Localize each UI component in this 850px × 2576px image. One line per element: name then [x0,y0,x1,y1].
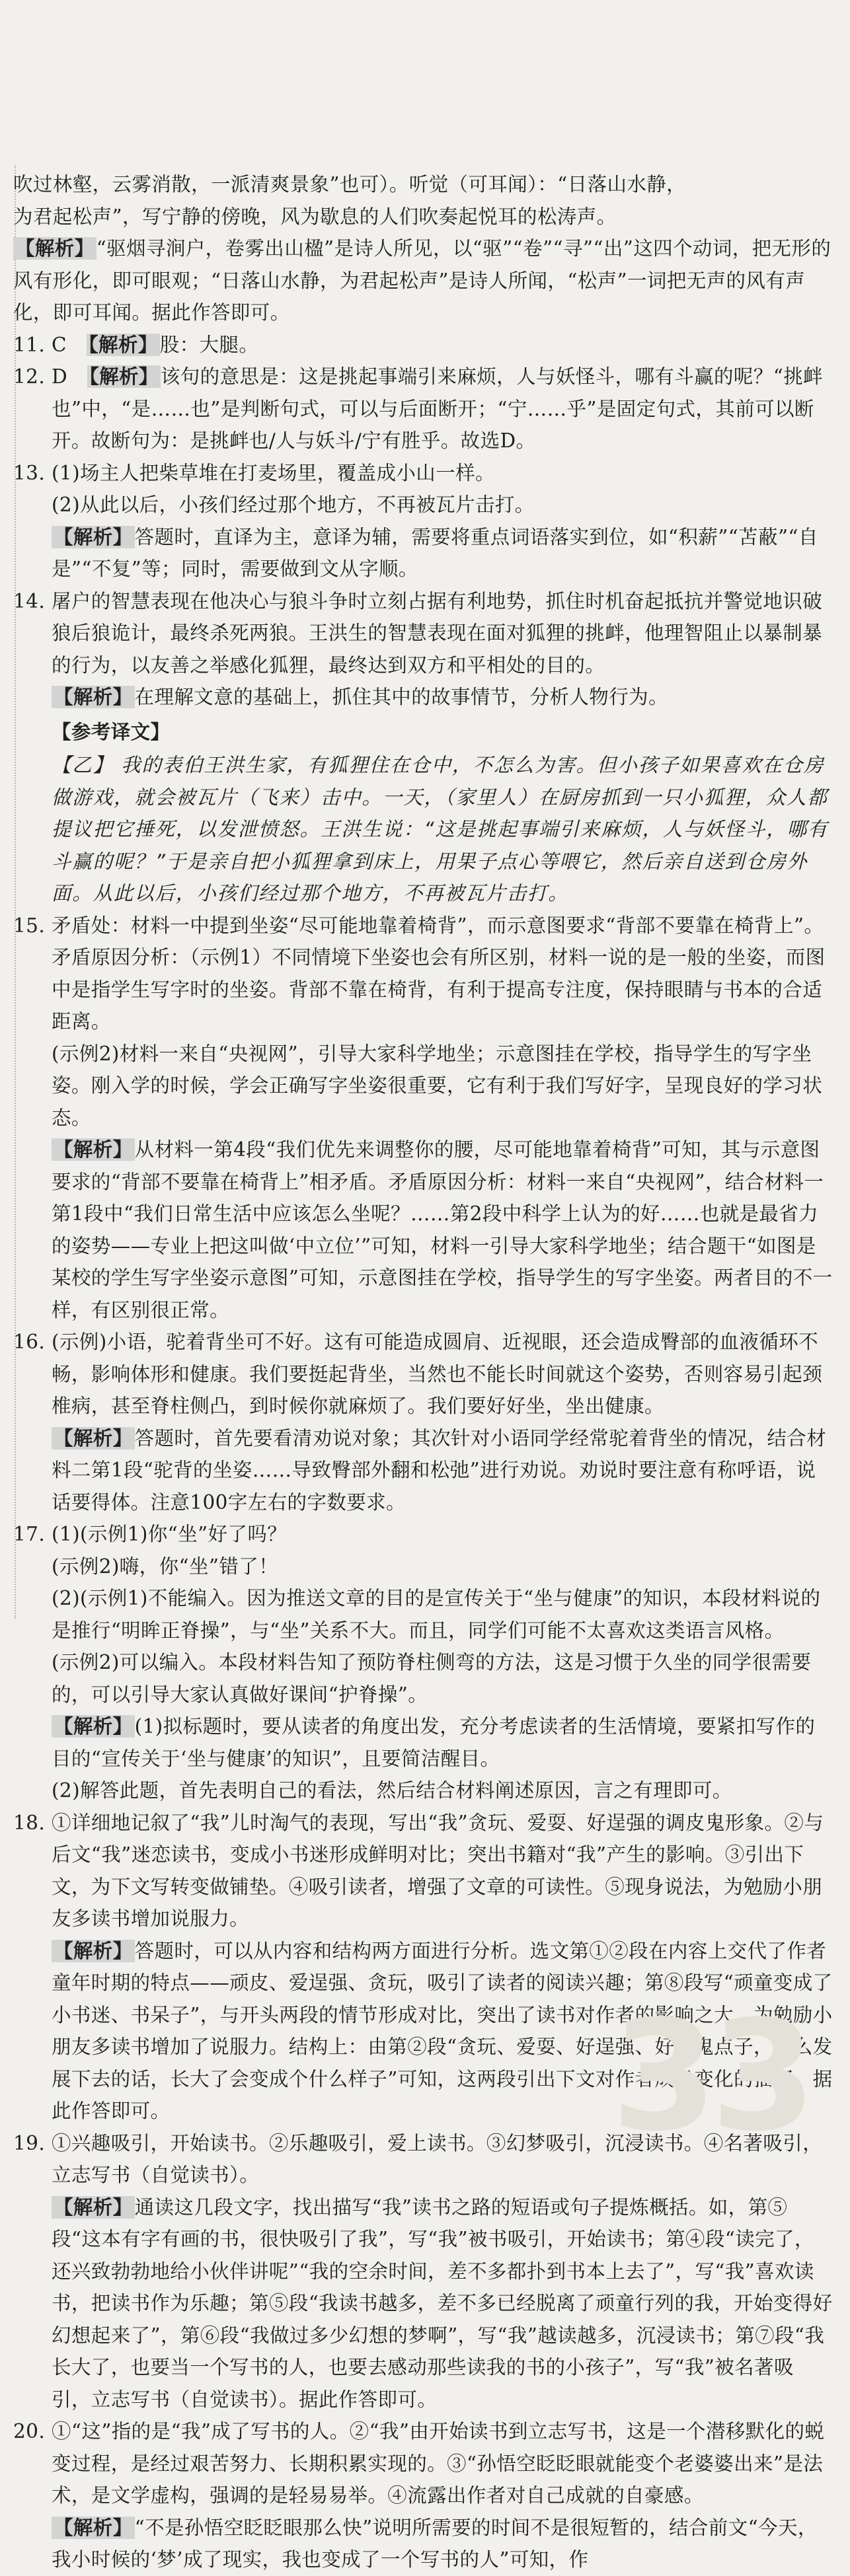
reference-translation: 【乙】 我的表伯王洪生家，有狐狸住在仓中，不怎么为害。但小孩子如果喜欢在仓房做游戏，就会被瓦片（飞来）击中。一天，（家里人）在厨房抓到一只小狐狸，众人都提议把它捶死，以发泄愤怒。王洪生说：“这是挑起事端引来麻烦，人与妖怪斗，哪有斗赢的呢？”于是亲自把小狐狸拿到床上，用果子点心等喂它，然后亲自送到仓房外面。从此以后，小孩们经过那个地方，不再被瓦片击打。 [52,754,829,904]
question-number: 17. [13,1523,46,1545]
question-14 [13,585,833,714]
question-11: 11. C 【解析】 股：大腿。 [13,329,833,361]
question-16 [13,1326,833,1518]
answer-text: ①详细地记叙了“我”儿时淘气的表现，写出“我”贪玩、爱耍、好逞强的调皮鬼形象。②与后文“我”迷恋读书，变成小书迷形成鲜明对比；突出书籍对“我”产生的影响。③引出下文，为下文写转变做铺垫。④吸引读者，增强了文章的可读性。⑤现身说法，为勉励小朋友多读书增加说服力。 [52,1811,824,1930]
answer-line: (1)场主人把柴草堆在打麦场里，覆盖成小山一样。 [52,461,495,484]
analysis: 【解析】 在理解文意的基础上，抓住其中的故事情节，分析人物行为。 [52,681,833,714]
answer-line: (1)(示例1)你“坐”好了吗？ [52,1523,288,1545]
analysis-tag: 【解析】 [87,365,161,388]
analysis: 【解析】 “不是孙悟空眨眨眼那么快”说明所需要的时间不是很短暂的，结合前文“今天，我小时候的‘梦’成了现实，我也变成了一个写书的人”可知，作 [52,2516,818,2571]
analysis: 【解析】 从材料一第4段“我们优先来调整你的腰，尽可能地靠着椅背”可知，其与示意图要求的“背部不要靠在椅背上”相矛盾。矛盾原因分析：材料一来自“央视网”，结合材料一第1段中“我们日常生活中应该怎么坐呢？……第2段中科学上认为的好……也就是最省力的姿势——专业上把这叫做‘中立位’”可知，材料一引导大家科学地坐；结合题干“如图是某校的学生写字坐姿示意图”可知，示意图挂在学校，指导学生的写字坐姿。两者目的不一样，有区别很正常。 [52,1138,833,1321]
question-number: 16. [13,1331,46,1353]
answer-text: (示例)小语，驼着背坐可不好。这有可能造成圆肩、近视眼，还会造成臀部的血液循环不畅，影响体形和健康。我们要挺起背坐，当然也不能长时间就这个姿势，否则容易引起颈椎病，甚至脊柱侧凸，到时候你就麻烦了。我们要好好坐，坐出健康。 [52,1331,823,1417]
analysis-tag: 【解析】 [52,1715,135,1738]
question-20 [13,2415,833,2576]
question-number: 18. [13,1811,46,1834]
page-number-watermark: 33 [611,1989,810,2165]
question-number: 12. [13,365,46,388]
question-13 [13,457,833,585]
intro-analysis: 【解析】 “驱烟寻涧户，卷雾出山楹”是诗人所见，以“驱”“卷”“寻”“出”这四个动词，把无形的风有形化，即可眼观；“日落山水静，为君起松声”是诗人所闻，“松声”一词把无声的风有声化，即可耳闻。据此作答即可。 [13,237,831,324]
analysis: 【解析】 (1)拟标题时，要从读者的角度出发，充分考虑读者的生活情境，要紧扣写作的目的“宣传关于‘坐与健康’的知识”，且要简洁醒目。 [52,1715,816,1770]
question-15 [13,910,833,1327]
answer-content [13,168,833,2576]
answer-text: ①兴趣吸引，开始读书。②乐趣吸引，爱上读书。③幻梦吸引，沉浸读书。④名著吸引，立志写书（自觉读书）。 [52,2131,823,2186]
question-12: 12. D 【解析】 该句的意思是：这是挑起事端引来麻烦，人与妖怪斗，哪有斗赢的呢？“挑衅也”中，“是……也”是判断句式，可以与后面断开；“宁……乎”是固定句式，其前可以断开。故断句为：是挑衅也/人与妖斗/宁有胜乎。故选D。 [13,361,833,457]
answer-text: (2)(示例1)不能编入。因为推送文章的目的是宣传关于“坐与健康”的知识，本段材料说的是推行“明眸正脊操”，与“坐”关系不大。而且，同学们可能不太喜欢这类语言风格。 [52,1587,821,1642]
analysis: 【解析】 答题时，可以从内容和结构两方面进行分析。选文第①②段在内容上交代了作者童年时期的特点——顽皮、爱逞强、贪玩，吸引了读者的阅读兴趣；第⑧段写“顽童变成了小书迷、书呆子”，与开头两段的情节形成对比，突出了读书对作者的影响之大，为勉励小朋友多读书增加了说服力。结构上：由第②段“贪玩、爱耍、好逞强、好出鬼点子，这么发展下去的话，长大了会变成个什么样子”可知，这两段引出下文对作者成长变化的描写。据此作答即可。 [52,1939,833,2122]
analysis-tag: 【解析】 [52,1138,135,1161]
analysis: 【解析】 答题时，直译为主，意译为辅，需要将重点词语落实到位，如“积薪”“苫蔽”“自是”“不复”等；同时，需要做到文从字顺。 [52,525,818,580]
analysis-text: (2)解答此题，首先表明自己的看法，然后结合材料阐述原因，言之有理即可。 [52,1779,732,1802]
question-number: 13. [13,461,46,484]
answer-text: 矛盾原因分析：（示例1）不同情境下坐姿也会有所区别，材料一说的是一般的坐姿，而图中是指学生写字时的坐姿。背部不靠在椅背，有利于提高专注度，保持眼睛与书本的合适距离。 [52,946,826,1033]
analysis-tag: 【解析】 [52,526,135,548]
question-17 [13,1518,833,1807]
analysis-tag: 【解析】 [52,2517,135,2539]
analysis-tag: 【解析】 [52,2196,135,2219]
analysis-tag: 【解析】 [52,1427,135,1450]
question-18 [13,1807,833,2127]
analysis: 【解析】 通读这几段文字，找出描写“我”读书之路的短语或句子提炼概括。如，第⑤段“这本有字有画的书，很快吸引了我”，写“我”被书吸引，开始读书；第④段“读完了，还兴致勃勃地给小伙伴讲呢”“我的空余时间，差不多都扑到书本上去了”，写“我”喜欢读书，把读书作为乐趣；第⑤段“我读书越多，差不多已经脱离了顽童行列的我，开始变得好幻想起来了”，第⑥段“我做过多少幻想的梦啊”，写“我”越读越多，沉浸读书；第⑦段“我长大了，也要当一个写书的人，也要去感动那些读我的书的小孩子”，写“我”被名著吸引，立志写书（自觉读书）。据此作答即可。 [52,2195,833,2411]
answer-text: 矛盾处：材料一中提到坐姿“尽可能地靠着椅背”，而示意图要求“背部不要靠在椅背上”。 [52,914,824,937]
intro-line: 吹过林壑，云雾消散，一派清爽景象”也可）。听觉（可耳闻）：“日落山水静， [13,173,687,196]
analysis-tag: 【解析】 [13,237,97,260]
question-number: 19. [13,2131,46,2154]
analysis: 【解析】 答题时，首先要看清劝说对象；其次针对小语同学经常驼着背坐的情况，结合材料二第1段“驼背的坐姿……导致臀部外翻和松弛”进行劝说。劝说时要注意有称呼语，说话要得体。注意100字左右的字数要求。 [52,1426,827,1514]
answer-letter: D [52,365,68,388]
analysis-tag: 【解析】 [87,334,160,356]
question-number: 14. [13,589,46,612]
answer-text: (示例2)可以编入。本段材料告知了预防脊柱侧弯的方法，这是习惯于久坐的同学很需要的，可以引导大家认真做好课间“护脊操”。 [52,1651,812,1706]
answer-line: (2)从此以后，小孩们经过那个地方，不再被瓦片击打。 [52,494,535,516]
intro-line: 为君起松声”，写宁静的傍晚，风为歇息的人们吹奏起悦耳的松涛声。 [13,205,617,228]
answer-letter: C [52,333,67,356]
analysis-tag: 【解析】 [52,1940,135,1962]
reference-translation-heading: 【参考译文】 [52,720,171,743]
question-number: 15. [13,914,46,937]
question-19 [13,2127,833,2416]
answer-text: 屠户的智慧表现在他决心与狼斗争时立刻占据有利地势，抓住时机奋起抵抗并警觉地识破狼后狼诡计，最终杀死两狼。王洪生的智慧表现在面对狐狸的挑衅，他理智阻止以暴制暴的行为，以友善之举感化狐狸，最终达到双方和平相处的目的。 [52,589,823,677]
question-number: 11. [13,333,46,356]
answer-line: (示例2)嗨，你“坐”错了！ [52,1555,279,1578]
question-number: 20. [13,2420,46,2443]
answer-text: (示例2)材料一来自“央视网”，引导大家科学地坐；示意图挂在学校，指导学生的写字坐姿。刚入学的时候，学会正确写字坐姿很重要，它有利于我们写好字，呈现良好的学习状态。 [52,1042,823,1129]
analysis-tag: 【解析】 [52,686,135,708]
answer-text: ①“这”指的是“我”成了写书的人。②“我”由开始读书到立志写书，这是一个潜移默化的蜕变过程，是经过艰苦努力、长期积累实现的。③“孙悟空眨眨眼就能变个老婆婆出来”是法术，是文学虚构，强调的是轻易易举。④流露出作者对自己成就的自豪感。 [52,2420,825,2507]
